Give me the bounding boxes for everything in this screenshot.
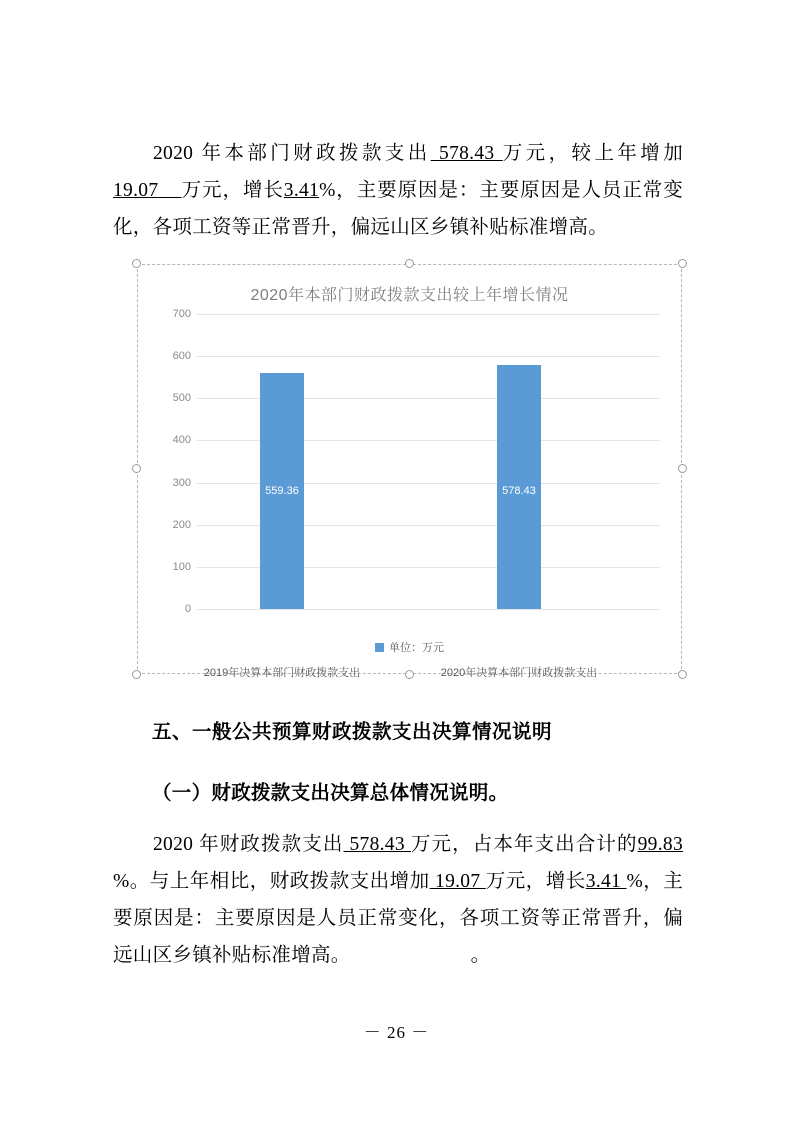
p2-part2: 万元，占本年支出合计的 xyxy=(410,834,638,855)
p2-value2: 99.83 xyxy=(637,834,683,855)
p2-trailing: 。 xyxy=(470,945,491,966)
bar-value-label: 578.43 xyxy=(502,485,536,497)
resize-handle-middle-right[interactable] xyxy=(678,464,687,473)
sub-heading: （一）财政拨款支出决算总体情况说明。 xyxy=(152,781,509,804)
p1-value1: 578.43 xyxy=(430,143,503,164)
p2-part1: 2020 年财政拨款支出 xyxy=(153,834,344,855)
paragraph-block-2 xyxy=(113,826,683,974)
bar-2020[interactable] xyxy=(497,365,541,609)
p1-part4: %，主要原因是：主要原因是人员正常变化，各项工资等正常晋升，偏远山区乡镇补贴标准增高。 xyxy=(113,180,683,238)
x-axis-label-2019: 2019年决算本部门财政拨款支出 xyxy=(203,667,361,679)
bar-2019[interactable] xyxy=(260,373,304,609)
p1-part1: 2020 年本部门财政拨款支出 xyxy=(153,143,431,164)
p2-value3: 19.07 xyxy=(429,871,486,892)
paragraph-block-1 xyxy=(113,135,683,246)
chart-object[interactable] xyxy=(137,264,682,679)
p1-value2: 19.07 xyxy=(113,180,159,201)
resize-handle-bottom-left[interactable] xyxy=(132,670,141,679)
p1-value3: 3.41 xyxy=(283,180,320,201)
bar-value-label: 559.36 xyxy=(265,485,299,497)
resize-handle-middle-left[interactable] xyxy=(132,464,141,473)
x-axis-label-2020: 2020年决算本部门财政拨款支出 xyxy=(440,667,598,679)
chart-legend xyxy=(137,639,682,655)
page-number: － 26 － xyxy=(363,1023,430,1042)
p2-value4: 3.41 xyxy=(585,871,627,892)
y-tick-label: 0 xyxy=(184,603,191,615)
y-tick-label: 200 xyxy=(172,518,191,531)
gridline xyxy=(197,314,660,315)
chart-title: 2020年本部门财政拨款支出较上年增长情况 xyxy=(250,287,569,304)
p2-part3: %。与上年相比，财政拨款支出增加 xyxy=(113,871,430,892)
paragraph-1 xyxy=(113,135,683,246)
resize-handle-top-center[interactable] xyxy=(405,259,414,268)
y-tick-label: 400 xyxy=(172,434,191,447)
y-tick-label: 600 xyxy=(172,350,191,363)
y-tick-label: 300 xyxy=(172,476,191,489)
gridline xyxy=(197,356,660,357)
legend-color-swatch xyxy=(375,643,384,652)
gridline xyxy=(197,609,660,610)
y-tick-label: 100 xyxy=(172,560,191,573)
y-tick-label: 500 xyxy=(172,392,191,405)
section-heading: 五、一般公共预算财政拨款支出决算情况说明 xyxy=(152,720,553,743)
paragraph-2 xyxy=(113,826,683,974)
y-tick-label: 700 xyxy=(172,308,191,320)
resize-handle-top-right[interactable] xyxy=(678,259,687,268)
p2-part5: %，主要原因是：主要原因是人员正常变化，各项工资等正常晋升，偏远山区乡镇补贴标准增高。 xyxy=(113,871,684,966)
resize-handle-bottom-right[interactable] xyxy=(678,670,687,679)
p2-part4: 万元，增长 xyxy=(485,871,586,892)
p1-part2: 万元，较上年增加 xyxy=(502,143,684,164)
resize-handle-bottom-center[interactable] xyxy=(405,670,414,679)
p1-part3: 万元，增长 xyxy=(181,180,284,201)
legend-label: 单位：万元 xyxy=(389,642,444,654)
resize-handle-top-left[interactable] xyxy=(132,259,141,268)
p2-value1: 578.43 xyxy=(343,834,411,855)
